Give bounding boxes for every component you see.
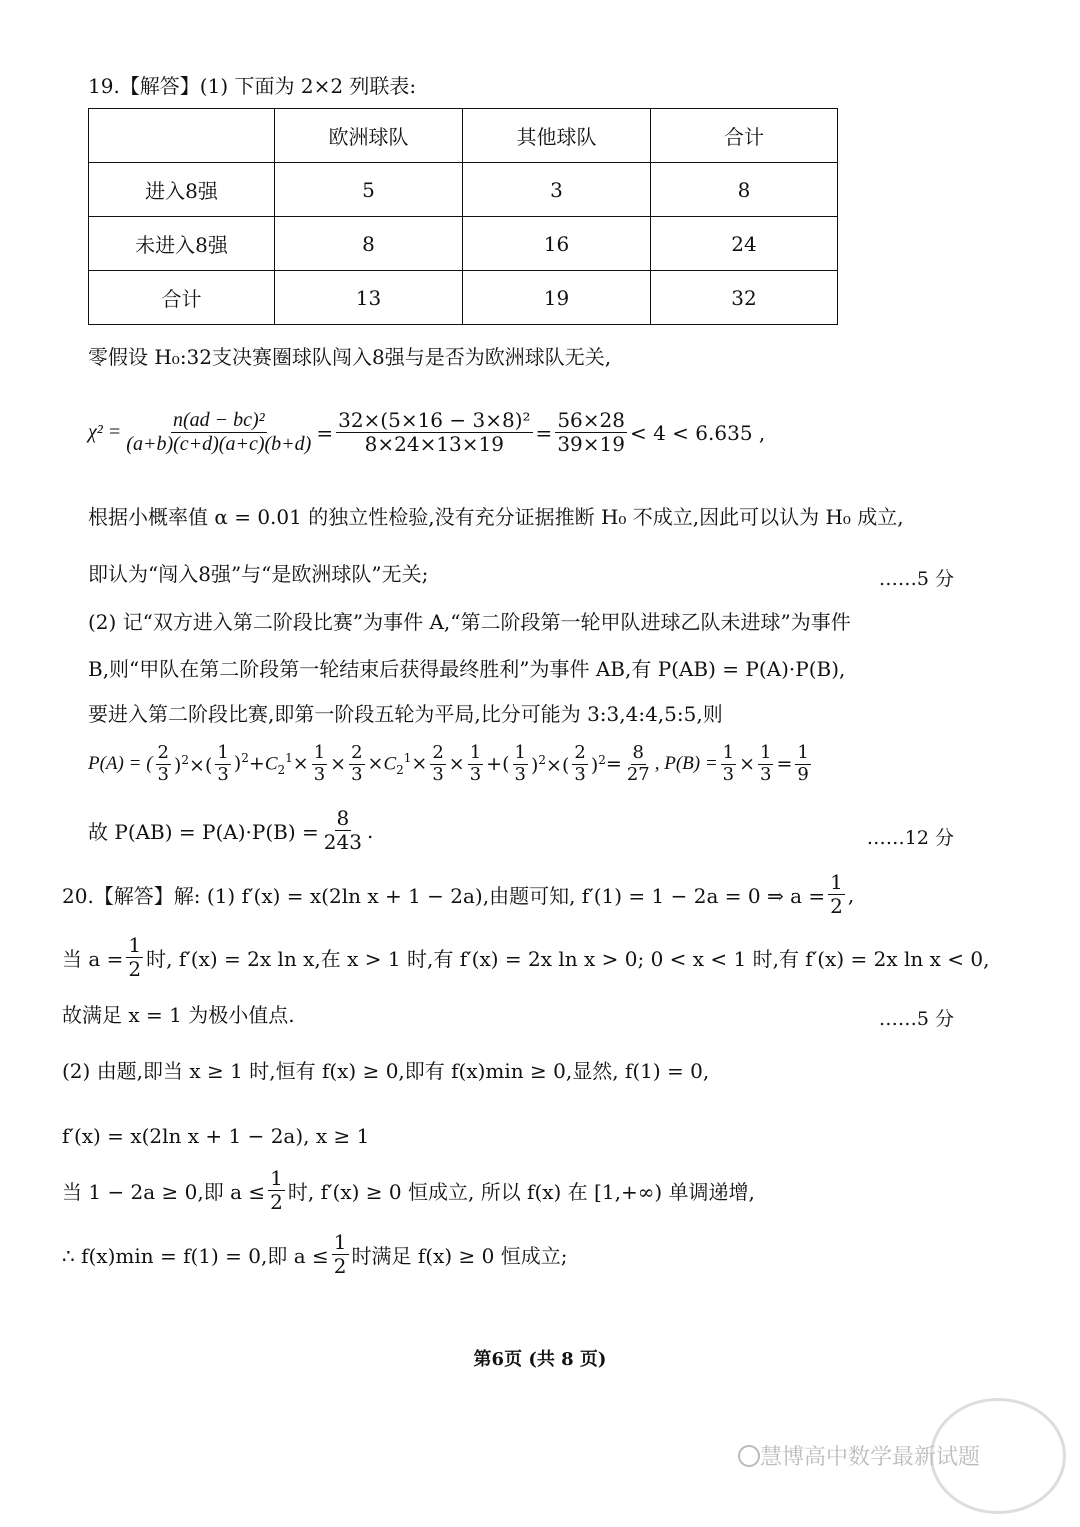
- table-row: [89, 217, 838, 271]
- term: )$^2$×(: [173, 752, 213, 777]
- fraction-denominator: 39×19: [557, 432, 625, 456]
- q20-line-5: f′(x) = x(2ln x + 1 − 2a), x ≥ 1: [62, 1124, 370, 1148]
- table-cell: 8: [651, 163, 838, 217]
- term: +(: [486, 753, 510, 776]
- fraction-numerator: 1: [270, 1166, 283, 1190]
- fraction-denominator: 3: [351, 763, 363, 785]
- fraction-denominator: 9: [797, 763, 809, 785]
- equals: =: [605, 753, 622, 776]
- q20-line-3: 故满足 x = 1 为极小值点.: [62, 1003, 295, 1027]
- q20-line6-a: 当 1 − 2a ≥ 0,即 a ≤: [62, 1180, 266, 1204]
- fraction-denominator: 27: [626, 763, 650, 785]
- fraction: [126, 935, 143, 980]
- term: ×: [448, 753, 465, 776]
- fraction-numerator: 1: [128, 933, 142, 957]
- fraction-denominator: 2: [270, 1190, 283, 1214]
- q20-line-4: (2) 由题,即当 x ≥ 1 时,恒有 f(x) ≥ 0,即有 f(x)min ≥ 0,显然, f(1) = 0,: [62, 1059, 710, 1083]
- term: ×: [330, 753, 347, 776]
- contingency-table: [88, 108, 838, 325]
- fraction: [795, 744, 810, 785]
- fraction-denominator: 243: [323, 830, 362, 854]
- fraction: [332, 1232, 349, 1277]
- fraction: [721, 744, 736, 785]
- fraction-numerator: 1: [722, 742, 735, 763]
- q20-line2-b: 时, f′(x) = 2x ln x,在 x > 1 时,有 f′(x) = 2x ln x > 0; 0 < x < 1 时,有 f′(x) = 2x ln x < 0,: [146, 947, 990, 971]
- fraction-numerator: 8: [336, 806, 350, 830]
- fraction: [336, 410, 532, 455]
- fraction-denominator: 3: [313, 763, 326, 785]
- fraction-denominator: 3: [574, 763, 586, 785]
- part2-line-2: B,则“甲队在第二阶段第一轮结束后获得最终胜利”为事件 AB,有 P(AB) = P(A)·P(B),: [88, 657, 846, 681]
- chi-square-formula: [88, 410, 765, 455]
- fraction-numerator: 2: [432, 742, 444, 763]
- fraction-denominator: 2: [333, 1254, 347, 1278]
- fraction-denominator: 3: [722, 763, 735, 785]
- fraction-denominator: 3: [217, 763, 229, 785]
- q20-line-6: [62, 1168, 755, 1213]
- fraction-numerator: 32×(5×16 − 3×8)²: [338, 408, 531, 432]
- fraction-numerator: 56×28: [557, 408, 625, 432]
- table-cell: 16: [463, 217, 651, 271]
- fraction-numerator: 2: [157, 742, 169, 763]
- fraction-numerator: 1: [830, 870, 843, 894]
- fraction-denominator: 3: [432, 763, 444, 785]
- table-row: [89, 163, 838, 217]
- pa-lhs: P(A) = (: [88, 753, 153, 775]
- equals: =: [535, 420, 553, 445]
- fraction-denominator: 2: [830, 894, 843, 918]
- part2-line-3: 要进入第二阶段比赛,即第一阶段五轮为平局,比分可能为 3:3,4:4,5:5,则: [88, 702, 723, 726]
- null-hypothesis: 零假设 H₀:32支决赛圈球队闯入8强与是否为欧洲球队无关,: [88, 345, 612, 369]
- pab-formula: [88, 808, 373, 853]
- fraction-numerator: 1: [514, 742, 526, 763]
- table-cell: 5: [275, 163, 463, 217]
- q20-line-2: [62, 935, 989, 980]
- q20-line6-b: 时, f′(x) ≥ 0 恒成立, 所以 f(x) 在 [1,+∞) 单调递增,: [287, 1180, 755, 1204]
- fraction: [828, 872, 845, 917]
- fraction-denominator: 2: [128, 957, 142, 981]
- pab-lhs: 故 P(AB) = P(A)·P(B) =: [88, 820, 319, 844]
- table-cell: 32: [651, 271, 838, 325]
- table-header-cell: 其他球队: [463, 109, 651, 163]
- conclusion-line-1: 根据小概率值 α = 0.01 的独立性检验,没有充分证据推断 H₀ 不成立,因此可以认为 H₀ 成立,: [88, 505, 904, 529]
- fraction: [625, 744, 652, 785]
- fraction: [349, 744, 364, 785]
- table-header-row: [89, 109, 838, 163]
- term: )$^2+C_2^1\times$: [233, 751, 309, 778]
- fraction: [215, 744, 230, 785]
- term: $\times C_2^1\times$: [367, 751, 428, 778]
- watermark-text: 慧博高中数学最新试题: [760, 1445, 981, 1470]
- fraction-numerator: n(ad − bc)²: [172, 409, 265, 431]
- fraction-numerator: 2: [574, 742, 586, 763]
- table-row: [89, 271, 838, 325]
- equals: =: [776, 753, 793, 776]
- fraction: [513, 744, 528, 785]
- equals: =: [316, 420, 334, 445]
- fraction-numerator: 1: [333, 1230, 347, 1254]
- table-cell: 8: [275, 217, 463, 271]
- score-mark: ……5 分: [878, 568, 954, 590]
- term: ×: [739, 753, 756, 776]
- page-footer: 第6页 (共 8 页): [473, 1349, 607, 1370]
- fraction-denominator: 3: [157, 763, 169, 785]
- part2-line-1: (2) 记“双方进入第二阶段比赛”为事件 A,“第二阶段第一轮甲队进球乙队未进球”为事件: [88, 610, 851, 634]
- pa-formula: [88, 744, 814, 785]
- fraction-denominator: 3: [514, 763, 526, 785]
- term: )$^2$×(: [530, 752, 570, 777]
- score-mark: ……5 分: [878, 1008, 954, 1030]
- chi-tail: < 4 < 6.635 ,: [629, 420, 766, 445]
- table-header-cell: 合计: [651, 109, 838, 163]
- term: )$^2$: [590, 752, 606, 777]
- fraction: [430, 744, 445, 785]
- fraction: [572, 744, 587, 785]
- table-cell: 13: [275, 271, 463, 325]
- q20-line7-a: ∴ f(x)min = f(1) = 0,即 a ≤: [62, 1244, 329, 1268]
- fraction-denominator: 8×24×13×19: [364, 432, 504, 456]
- fraction-denominator: 3: [469, 763, 482, 785]
- table-cell: 合计: [89, 271, 275, 325]
- table-cell: 进入8强: [89, 163, 275, 217]
- q19-title: 19.【解答】(1) 下面为 2×2 列联表:: [88, 74, 417, 98]
- score-mark: ……12 分: [866, 827, 954, 849]
- table-header-cell: 欧洲球队: [275, 109, 463, 163]
- fraction: [156, 744, 171, 785]
- conclusion-line-2: 即认为“闯入8强”与“是欧洲球队”无关;: [88, 562, 429, 586]
- fraction: [555, 410, 627, 455]
- period: .: [366, 818, 374, 843]
- fraction: [322, 808, 364, 853]
- q20-line1-text: 20.【解答】解: (1) f′(x) = x(2ln x + 1 − 2a),由题可知, f′(1) = 1 − 2a = 0 ⇒ a =: [62, 884, 826, 908]
- table-cell: 3: [463, 163, 651, 217]
- fraction: [124, 410, 313, 455]
- fraction-denominator: (a+b)(c+d)(a+c)(b+d): [126, 433, 312, 455]
- fraction-numerator: 1: [313, 742, 326, 763]
- fraction: [312, 744, 327, 785]
- q20-line-7: [62, 1232, 567, 1277]
- fraction-numerator: 2: [351, 742, 363, 763]
- q20-line7-b: 时满足 f(x) ≥ 0 恒成立;: [351, 1244, 568, 1268]
- table-cell: 24: [651, 217, 838, 271]
- fraction: [468, 744, 483, 785]
- pb-lhs: , P(B) =: [654, 753, 718, 775]
- q20-line2-a: 当 a =: [62, 947, 124, 971]
- fraction-numerator: 1: [760, 742, 772, 763]
- table-header-cell: [89, 109, 275, 163]
- wechat-icon: [738, 1445, 760, 1467]
- table-cell: 19: [463, 271, 651, 325]
- table-cell: 未进入8强: [89, 217, 275, 271]
- fraction-numerator: 1: [217, 742, 229, 763]
- fraction-numerator: 1: [797, 742, 809, 763]
- q20-line-1: [62, 872, 854, 917]
- chi-lhs: χ² =: [88, 421, 122, 443]
- fraction-denominator: 3: [760, 763, 772, 785]
- fraction-numerator: 1: [469, 742, 482, 763]
- comma: ,: [847, 882, 855, 907]
- fraction: [268, 1168, 285, 1213]
- fraction-numerator: 8: [632, 742, 644, 763]
- fraction: [758, 744, 773, 785]
